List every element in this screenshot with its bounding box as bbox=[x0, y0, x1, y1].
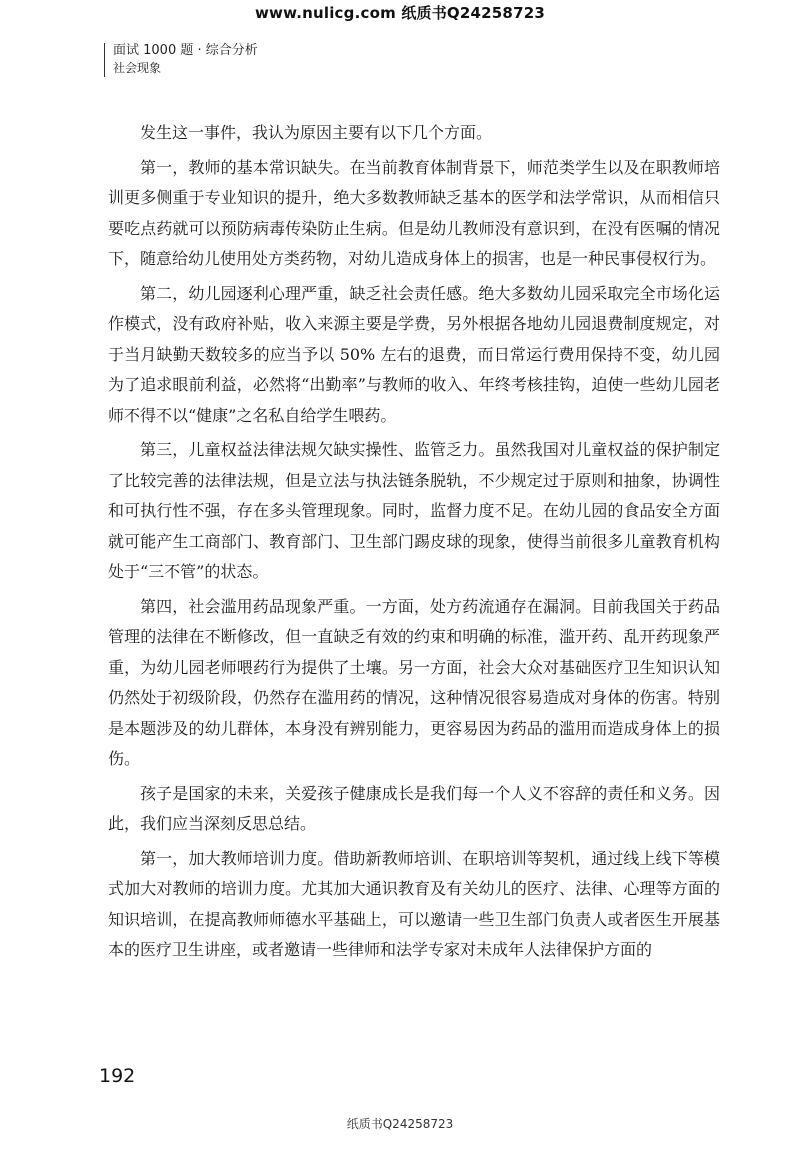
top-watermark: www.nulicg.com 纸质书Q24258723 bbox=[255, 4, 545, 22]
paragraph: 第三，儿童权益法律法规欠缺实操性、监管乏力。虽然我国对儿童权益的保护制定了比较完善的法律法规，但是立法与执法链条脱轨，不少规定过于原则和抽象，协调性和可执行性不强，存在多头管理现象。同时，监督力度不足。在幼儿园的食品安全方面就可能产生工商部门、教育部门、卫生部门踢皮球的现象，使得当前很多儿童教育机构处于“三不管”的状态。 bbox=[108, 440, 720, 581]
paragraph: 第四，社会滥用药品现象严重。一方面，处方药流通存在漏洞。目前我国关于药品管理的法律在不断修改，但一直缺乏有效的约束和明确的标准，滥开药、乱开药现象严重，为幼儿园老师喂药行为提供了土壤。另一方面，社会大众对基础医疗卫生知识认知仍然处于初级阶段，仍然存在滥用药的情况，这种情况很容易造成对身体的伤害。特别是本题涉及的幼儿群体，本身没有辨别能力，更容易因为药品的滥用而造成身体上的损伤。 bbox=[108, 596, 720, 768]
paragraph: 第一，加大教师培训力度。借助新教师培训、在职培训等契机，通过线上线下等模式加大对教师的培训力度。尤其加大通识教育及有关幼儿的医疗、法律、心理等方面的知识培训，在提高教师师德水平基础上，可以邀请一些卫生部门负责人或者医生开展基本的医疗卫生讲座，或者邀请一些律师和法学专家对未成年人法律保护方面的 bbox=[108, 848, 720, 959]
body-text bbox=[108, 118, 720, 970]
paragraph: 第二，幼儿园逐利心理严重，缺乏社会责任感。绝大多数幼儿园采取完全市场化运作模式，没有政府补贴，收入来源主要是学费，另外根据各地幼儿园退费制度规定，对于当月缺勤天数较多的应当予以 50% 左右的退费，而日常运行费用保持不变，幼儿园为了追求眼前利益，必然将“出勤率”与教师的收入、年终考核挂钩，迫使一些幼儿园老师不得不以“健康”之名私自给学生喂药。 bbox=[108, 283, 720, 425]
bottom-watermark: 纸质书Q24258723 bbox=[346, 1117, 454, 1131]
paragraph: 发生这一事件，我认为原因主要有以下几个方面。 bbox=[140, 123, 493, 142]
paragraph: 第一，教师的基本常识缺失。在当前教育体制背景下，师范类学生以及在职教师培训更多侧重于专业知识的提升，绝大多数教师缺乏基本的医学和法学常识，从而相信只要吃点药就可以预防病毒传染防止生病。但是幼儿教师没有意识到，在没有医嘱的情况下，随意给幼儿使用处方类药物，对幼儿造成身体上的损害，也是一种民事侵权行为。 bbox=[108, 157, 720, 268]
page-number: 192 bbox=[99, 1065, 136, 1087]
paragraph: 孩子是国家的未来，关爱孩子健康成长是我们每一个人义不容辞的责任和义务。因此，我们应当深刻反思总结。 bbox=[108, 783, 720, 833]
section-title: 社会现象 bbox=[113, 61, 162, 75]
book-title: 面试 1000 题 · 综合分析 bbox=[113, 43, 258, 58]
running-header bbox=[104, 43, 258, 77]
